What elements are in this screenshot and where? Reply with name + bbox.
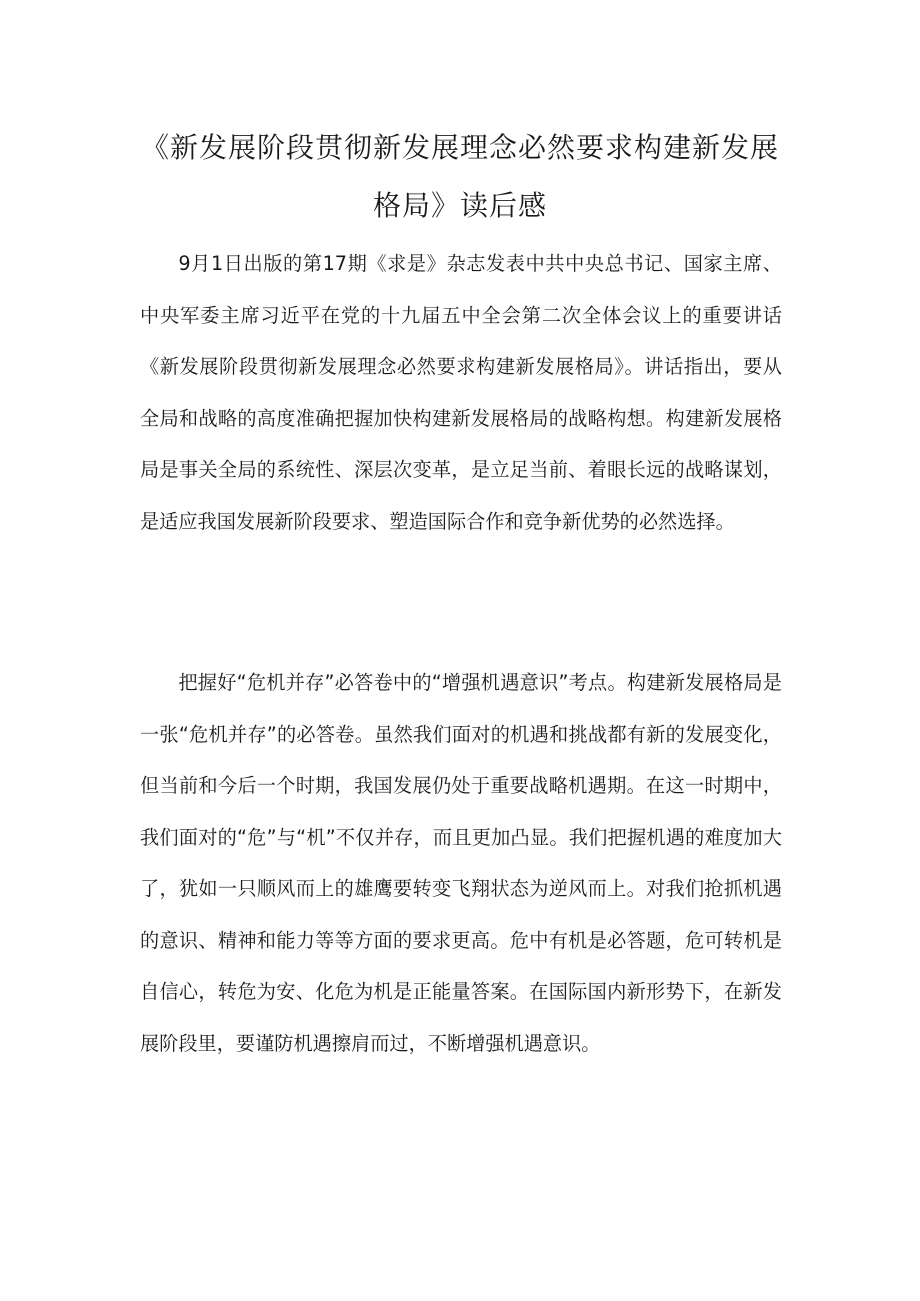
document-title-line-2: 格局》读后感: [372, 189, 547, 222]
document-title-line-1: 《新发展阶段贯彻新发展理念必然要求构建新发展: [140, 131, 779, 164]
body-paragraph-2: 把握好“危机并存”必答卷中的“增强机遇意识”考点。构建新发展格局是一张“危机并存”的必答卷。虽然我们面对的机遇和挑战都有新的发展变化，但当前和今后一个时期，我国发展仍处于重要战略机遇期。在这一时期中，我们面对的“危”与“机”不仅并存，而且更加凸显。我们把握机遇的难度加大了，犹如一只顺风而上的雄鹰要转变飞翔状态为逆风而上。对我们抢抓机遇的意识、精神和能力等等方面的要求更高。危中有机是必答题，危可转机是自信心，转危为安、化危为机是正能量答案。在国际国内新形势下，在新发展阶段里，要谨防机遇擦肩而过，不断增强机遇意识。: [140, 671, 782, 1055]
body-paragraph-1: 9月1日出版的第17期《求是》杂志发表中共中央总书记、国家主席、中央军委主席习近平在党的十九届五中全会第二次全体会议上的重要讲话《新发展阶段贯彻新发展理念必然要求构建新发展格局》。讲话指出，要从全局和战略的高度准确把握加快构建新发展格局的战略构想。构建新发展格局是事关全局的系统性、深层次变革，是立足当前、着眼长远的战略谋划，是适应我国发展新阶段要求、塑造国际合作和竞争新优势的必然选择。: [140, 252, 782, 533]
